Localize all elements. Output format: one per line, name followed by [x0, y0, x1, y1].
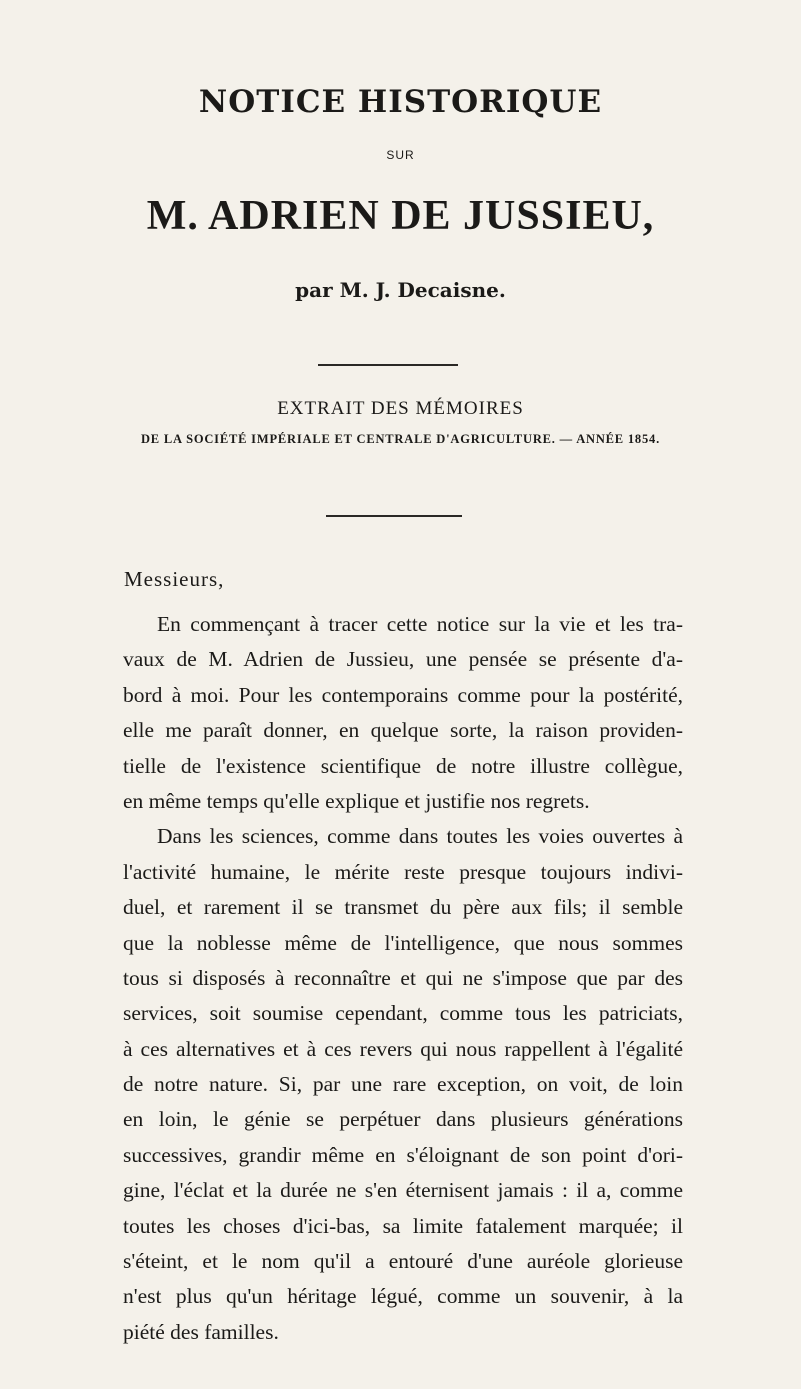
body-line: tous si disposés à reconnaître et qui ne s'impose que par des	[123, 965, 683, 990]
author-line: par M. J. Decaisne.	[295, 278, 506, 302]
body-line: duel, et rarement il se transmet du père aux fils; il semble	[123, 895, 683, 920]
body-line: Dans les sciences, comme dans toutes les voies ouvertes à	[157, 824, 683, 849]
body-line: en même temps qu'elle explique et justifie nos regrets.	[123, 788, 590, 813]
body-line: vaux de M. Adrien de Jussieu, une pensée se présente d'a-	[123, 647, 683, 672]
separator-rule-bottom	[326, 515, 462, 517]
title-preposition: SUR	[386, 148, 415, 162]
society-line: DE LA SOCIÉTÉ IMPÉRIALE ET CENTRALE D'AGRICULTURE. — ANNÉE 1854.	[140, 432, 660, 446]
subject-name: M. ADRIEN DE JUSSIEU,	[146, 193, 655, 239]
body-line: toutes les choses d'ici-bas, sa limite fatalement marquée; il	[123, 1213, 683, 1238]
document-title: NOTICE HISTORIQUE	[198, 84, 603, 120]
body-line: services, soit soumise cependant, comme tous les patriciats,	[123, 1001, 683, 1026]
body-line: en loin, le génie se perpétuer dans plusieurs générations	[123, 1107, 683, 1132]
body-line: s'éteint, et le nom qu'il a entouré d'une auréole glorieuse	[123, 1249, 683, 1274]
separator-rule-top	[318, 364, 458, 366]
body-line: bord à moi. Pour les contemporains comme pour la postérité,	[123, 682, 683, 707]
body-line: elle me paraît donner, en quelque sorte, la raison providen-	[123, 718, 683, 743]
body-line: de notre nature. Si, par une rare exception, on voit, de loin	[123, 1072, 683, 1097]
extract-heading: EXTRAIT DES MÉMOIRES	[277, 398, 524, 419]
body-line: à ces alternatives et à ces revers qui nous rappellent à l'égalité	[123, 1036, 683, 1061]
body-text	[123, 607, 683, 1350]
body-line: que la noblesse même de l'intelligence, que nous sommes	[123, 930, 683, 955]
body-line: En commençant à tracer cette notice sur la vie et les tra-	[157, 612, 683, 636]
body-line: gine, l'éclat et la durée ne s'en éternisent jamais : il a, comme	[123, 1178, 683, 1203]
body-line: n'est plus qu'un héritage légué, comme un souvenir, à la	[123, 1284, 683, 1309]
body-line: piété des familles.	[123, 1319, 279, 1344]
body-line: tielle de l'existence scientifique de notre illustre collègue,	[123, 753, 683, 778]
body-line: l'activité humaine, le mérite reste presque toujours indivi-	[123, 859, 683, 884]
salutation: Messieurs,	[124, 567, 225, 591]
body-line: successives, grandir même en s'éloignant de son point d'ori-	[123, 1142, 683, 1167]
